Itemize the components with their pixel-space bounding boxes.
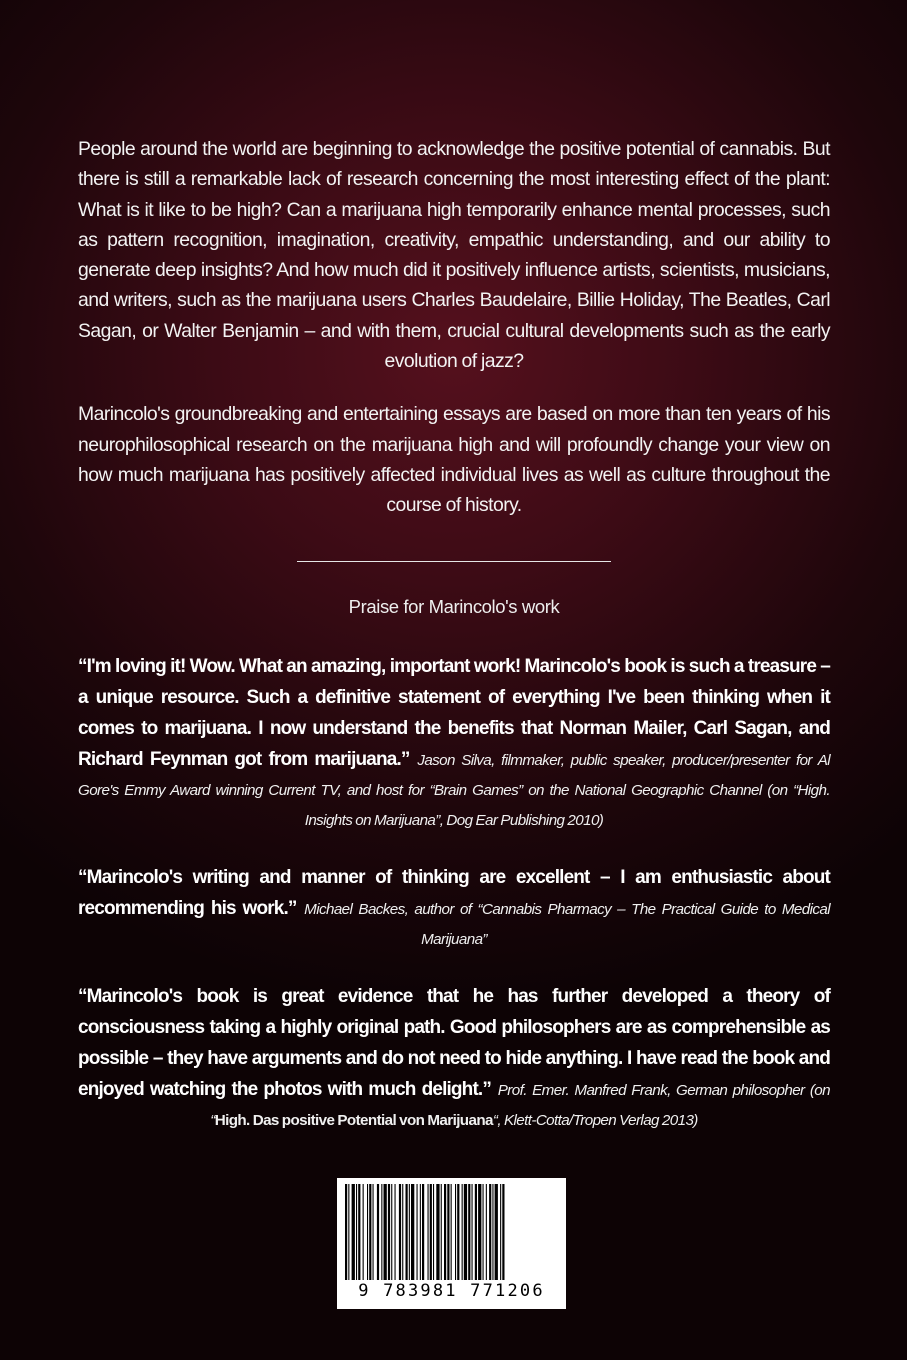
barcode-bar: [472, 1184, 473, 1280]
barcode-bar: [464, 1184, 467, 1280]
barcode-bar: [377, 1184, 379, 1280]
barcode-bar: [492, 1184, 493, 1280]
barcode-bar: [500, 1184, 501, 1280]
barcode-bar: [363, 1184, 364, 1280]
barcode-bar: [373, 1184, 374, 1280]
barcode-bar: [391, 1184, 392, 1280]
barcode-bar: [348, 1184, 349, 1280]
barcode-bar: [486, 1184, 487, 1280]
review-3-quote-mark: “: [492, 1111, 498, 1129]
barcode-bar: [436, 1184, 439, 1280]
barcode-bar: [468, 1184, 470, 1280]
review-3-attribution-suffix: , Klett-Cotta/Tropen Verlag 2013): [497, 1111, 698, 1129]
barcode-icon: [343, 1184, 559, 1280]
barcode-bar: [395, 1184, 396, 1280]
barcode-bar: [455, 1184, 456, 1280]
barcode-bar: [478, 1184, 481, 1280]
barcode-bar: [352, 1184, 355, 1280]
barcode-bar: [433, 1184, 434, 1280]
review-1-attribution: Jason Silva, filmmaker, public speaker, producer/presenter for Al Gore's Emmy Award winning Current TV, and host for “Brain Games” on the National Geographic Channel (on “High. Insights on Marijuana”, Dog Ear Publishing 2010): [78, 751, 830, 829]
barcode-bar: [502, 1184, 504, 1280]
review-1: [78, 652, 830, 836]
barcode-bar: [475, 1184, 477, 1280]
barcode-bar: [420, 1184, 421, 1280]
review-1-quote: “I'm loving it! Wow. What an amazing, important work! Marincolo's book is such a treasure – a unique resource. Such a definitive statement of everything I've been thinking when it comes to marijuana. I now understand the benefits that Norman Mailer, Carl Sagan, and Richard Feynman got from marijuana.”: [78, 655, 830, 770]
barcode-bar: [444, 1184, 446, 1280]
barcode-bar: [381, 1184, 382, 1280]
barcode-bar: [388, 1184, 390, 1280]
barcode-bar: [384, 1184, 387, 1280]
review-3: [78, 982, 830, 1136]
barcode-bar: [489, 1184, 491, 1280]
barcode-bar: [422, 1184, 424, 1280]
barcode-bar: [451, 1184, 452, 1280]
isbn-barcode: [337, 1178, 566, 1309]
barcode-digits: 9 783981 771206: [358, 1281, 545, 1301]
divider: [297, 561, 611, 562]
barcode-bar: [428, 1184, 429, 1280]
review-3-book-title: High. Das positive Potential von Marijuana: [214, 1111, 493, 1129]
blurb: [78, 134, 830, 521]
barcode-bar: [345, 1184, 347, 1280]
barcode-bar: [462, 1184, 463, 1280]
praise-heading: Praise for Marincolo's work: [348, 595, 560, 617]
barcode-bar: [409, 1184, 410, 1280]
barcode-bar: [411, 1184, 414, 1280]
barcode-bar: [495, 1184, 498, 1280]
barcode-bar: [399, 1184, 401, 1280]
barcode-bar: [457, 1184, 459, 1280]
barcode-bar: [358, 1184, 360, 1280]
barcode-bar: [430, 1184, 432, 1280]
back-cover: [78, 134, 830, 1163]
review-2-attribution: Michael Backes, author of “Cannabis Pharmacy – The Practical Guide to Medical Marijuana”: [304, 900, 830, 948]
review-2: [78, 863, 830, 955]
review-3-quote: “Marincolo's book is great evidence that he has further developed a theory of consciousness taking a highly original path. Good philosophers are as comprehensible as possible – they have arguments and do not need to hide anything. I have read the book and enjoyed watching the photos with much delight.”: [78, 985, 830, 1100]
barcode-bar: [417, 1184, 418, 1280]
barcode-bar: [356, 1184, 357, 1280]
blurb-paragraph-2: Marincolo's groundbreaking and entertaining essays are based on more than ten years of his neurophilosophical research on the marijuana high and will profoundly change your view on how much marijuana has positively affected individual lives as well as culture throughout the course of history.: [78, 403, 830, 517]
barcode-bar: [369, 1184, 371, 1280]
review-2-quote: “Marincolo's writing and manner of thinking are excellent – I am enthusiastic about recommending his work.”: [78, 866, 830, 919]
barcode-bar: [402, 1184, 403, 1280]
barcode-bar: [483, 1184, 484, 1280]
barcode-bar: [406, 1184, 408, 1280]
blurb-paragraph-1: People around the world are beginning to acknowledge the positive potential of cannabis. But there is still a remarkable lack of research concerning the most interesting effect of the plant: What is it like to be high? Can a marijuana high temporarily enhance mental processes, such as pattern recognition, imagination, creativity, empathic understanding, and our ability to generate deep insights? And how much did it positively influence artists, scientists, musicians, and writers, such as the marijuana users Charles Baudelaire, Billie Holiday, The Beatles, Carl Sagan, or Walter Benjamin – and with them, crucial cultural developments such as the early evolution of jazz?: [78, 138, 830, 373]
barcode-bar: [447, 1184, 449, 1280]
review-3-attribution-prefix: Prof. Emer. Manfred Frank, German philosopher (on “: [210, 1081, 830, 1129]
barcode-bar: [367, 1184, 368, 1280]
barcode-bar: [441, 1184, 442, 1280]
